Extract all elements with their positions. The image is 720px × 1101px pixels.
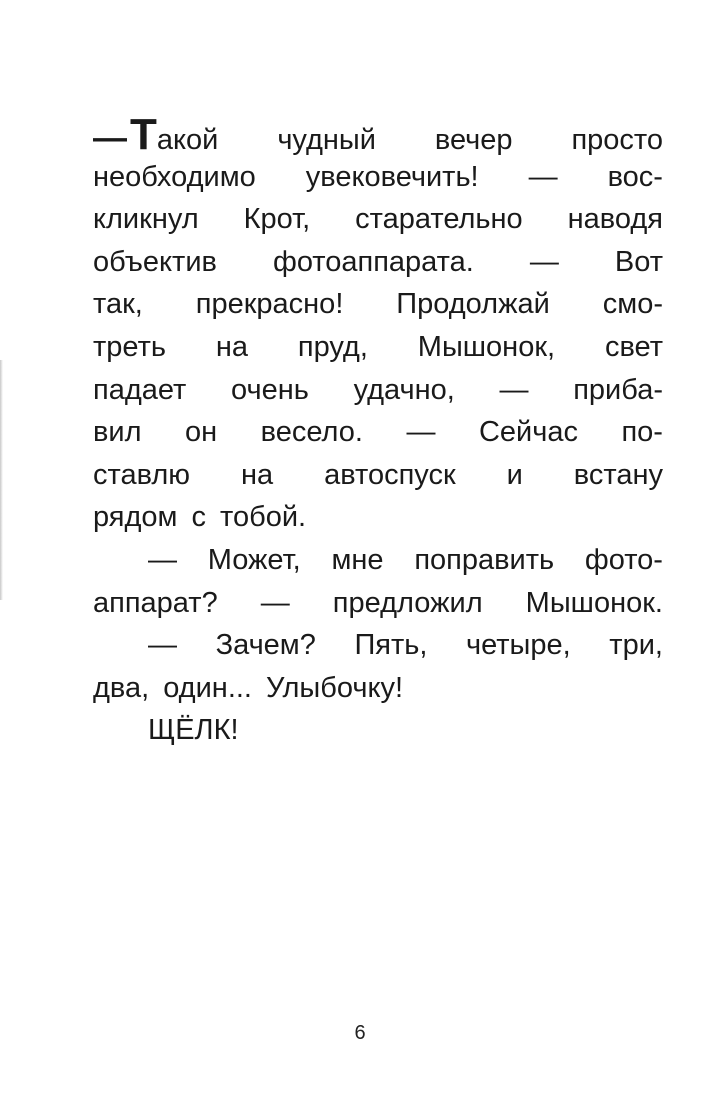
word: фото-: [584, 543, 663, 576]
first-word-rest: акой: [156, 124, 219, 156]
text-line: [93, 539, 663, 582]
word: встану: [573, 458, 663, 491]
word: Крот,: [243, 203, 311, 236]
word: Вот: [614, 245, 663, 278]
word: треть: [93, 330, 166, 363]
drop-cap: Т: [130, 110, 157, 159]
text-line: [93, 496, 663, 539]
word: и: [506, 458, 523, 491]
word: кликнул: [93, 203, 199, 236]
word: старательно: [355, 203, 523, 236]
word: вечер: [434, 124, 513, 156]
word: вил: [93, 416, 142, 449]
word: фотоаппарата.: [272, 245, 474, 278]
word: —: [260, 586, 290, 619]
word: вос-: [607, 160, 663, 193]
word: пруд,: [297, 330, 368, 363]
text-line: [93, 110, 663, 159]
word: он: [185, 416, 218, 449]
word: три,: [609, 629, 663, 662]
word: падает: [93, 373, 187, 406]
word: Мышонок.: [525, 586, 663, 619]
word: рядом: [93, 501, 178, 534]
word: просто: [571, 124, 663, 156]
word: —: [406, 416, 436, 449]
word: весело.: [260, 416, 363, 449]
story-text: [93, 110, 663, 752]
word: предложил: [332, 586, 483, 619]
word: на: [215, 330, 248, 363]
word: с: [191, 501, 206, 534]
page-edge-shadow: [0, 360, 3, 600]
text-line: [93, 411, 663, 454]
word: наводя: [567, 203, 663, 236]
text-line: [93, 667, 663, 710]
word: аппарат?: [93, 586, 218, 619]
word: —: [528, 160, 558, 193]
word: Сейчас: [478, 416, 578, 449]
first-word: [93, 110, 219, 162]
lead-dash: —: [93, 119, 126, 157]
word: поправить: [414, 543, 555, 576]
word: один...: [163, 671, 252, 704]
word: —: [529, 245, 559, 278]
word: по-: [621, 416, 663, 449]
word: —: [148, 629, 177, 662]
word: чудный: [277, 124, 376, 156]
text-line: [93, 624, 663, 667]
word: так,: [93, 288, 143, 321]
word: —: [499, 373, 529, 406]
word: Пять,: [354, 629, 428, 662]
text-line: [93, 582, 663, 625]
word: Мышонок,: [417, 330, 556, 363]
word: четыре,: [466, 629, 571, 662]
page-number: 6: [354, 1022, 366, 1044]
text-line: [93, 709, 663, 752]
word: Может,: [207, 543, 301, 576]
text-line: [93, 156, 663, 199]
word: очень: [231, 373, 309, 406]
word: ставлю: [93, 458, 190, 491]
text-line: [93, 241, 663, 284]
word: приба-: [573, 373, 663, 406]
word: —: [148, 543, 177, 576]
word: на: [240, 458, 274, 491]
word: два,: [93, 671, 150, 704]
word: увековечить!: [305, 160, 479, 193]
word: автоспуск: [324, 458, 456, 491]
word: Зачем?: [215, 629, 316, 662]
text-line: [93, 326, 663, 369]
word: мне: [331, 543, 384, 576]
word: свет: [604, 330, 663, 363]
word: ЩЁЛК!: [148, 714, 239, 747]
text-line: [93, 369, 663, 412]
text-line: [93, 198, 663, 241]
word: объектив: [93, 245, 217, 278]
word: необходимо: [93, 160, 256, 193]
text-line: [93, 454, 663, 497]
word: смо-: [602, 288, 663, 321]
word: прекрасно!: [195, 288, 344, 321]
word: удачно,: [353, 373, 455, 406]
word: тобой.: [220, 501, 307, 534]
text-line: [93, 283, 663, 326]
word: Улыбочку!: [266, 671, 404, 704]
word: Продолжай: [396, 288, 550, 321]
